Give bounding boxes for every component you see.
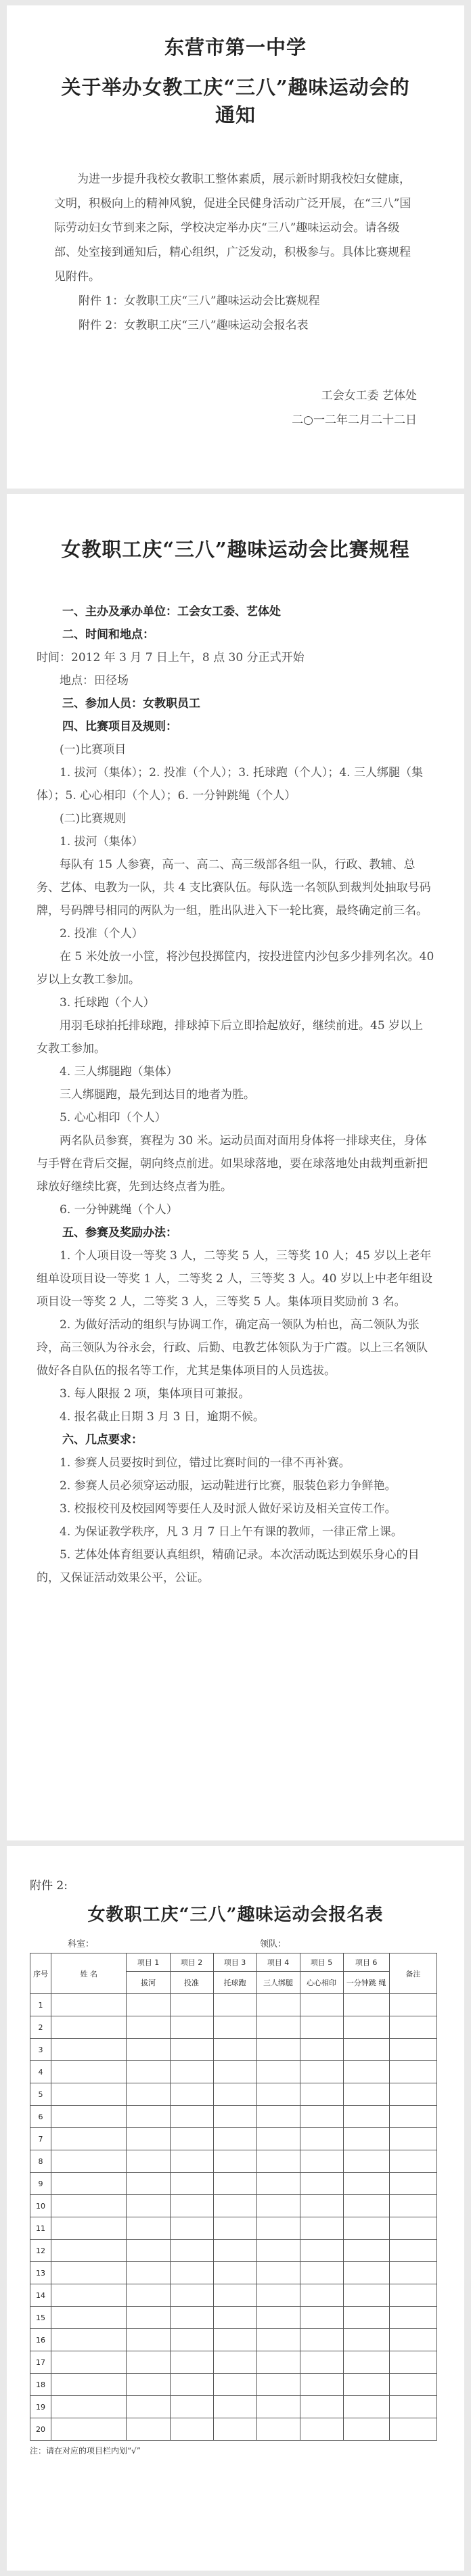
- entry-cell[interactable]: [213, 2329, 256, 2351]
- entry-cell[interactable]: [170, 1994, 213, 2016]
- entry-cell[interactable]: [256, 2284, 300, 2307]
- entry-cell[interactable]: [213, 2061, 256, 2083]
- entry-cell[interactable]: [170, 2083, 213, 2106]
- table-row: [30, 2374, 437, 2396]
- entry-cell[interactable]: [213, 2351, 256, 2374]
- col-header-event: 托球跑: [213, 1972, 256, 1994]
- section-heading: 五、参赛及奖励办法：: [62, 1226, 177, 1240]
- entry-cell[interactable]: [170, 2016, 213, 2039]
- signup-form-page: [7, 1846, 464, 2571]
- section-heading: 六、几点要求：: [62, 1433, 143, 1447]
- entry-cell[interactable]: [213, 2240, 256, 2262]
- entry-cell[interactable]: [170, 2351, 213, 2374]
- entry-cell[interactable]: [300, 2374, 343, 2396]
- entry-cell[interactable]: [256, 1994, 300, 2016]
- entry-cell[interactable]: [256, 2039, 300, 2061]
- entry-cell[interactable]: [170, 2128, 213, 2150]
- entry-cell[interactable]: [170, 2329, 213, 2351]
- row-number: 14: [30, 2284, 51, 2307]
- form-title: 女教职工庆“三八”趣味运动会报名表: [87, 1905, 384, 1925]
- entry-cell[interactable]: [127, 2284, 170, 2307]
- entry-cell[interactable]: [256, 2307, 300, 2329]
- col-header-project: 项目 1: [127, 1953, 170, 1972]
- entry-cell[interactable]: [170, 2396, 213, 2418]
- entry-cell[interactable]: [343, 2418, 389, 2441]
- entry-cell[interactable]: [213, 2016, 256, 2039]
- rule-line: 两名队员参赛，赛程为 30 米。运动员面对面用身体将一排球夹住，身体与手臂在背后交握，朝向终点前进。如果球落地，要在球落地处由裁判重新把球放好继续比赛，先到达终点者为胜。: [37, 1134, 428, 1194]
- table-row: [30, 2173, 437, 2195]
- entry-cell[interactable]: [51, 2039, 127, 2061]
- entry-cell[interactable]: [300, 2418, 343, 2441]
- entry-cell[interactable]: [389, 2396, 436, 2418]
- entry-cell[interactable]: [213, 1994, 256, 2016]
- entry-cell[interactable]: [343, 2374, 389, 2396]
- entry-cell[interactable]: [170, 2418, 213, 2441]
- col-header-event: 三人绑腿: [256, 1972, 300, 1994]
- entry-cell[interactable]: [256, 2173, 300, 2195]
- form-note: 注：请在对应的项目栏内划“√”: [30, 2446, 141, 2456]
- entry-cell[interactable]: [256, 2106, 300, 2128]
- entry-cell[interactable]: [170, 2061, 213, 2083]
- entry-cell[interactable]: [343, 2307, 389, 2329]
- row-number: 18: [30, 2374, 51, 2396]
- entry-cell[interactable]: [389, 2128, 436, 2150]
- entry-cell[interactable]: [256, 2240, 300, 2262]
- entry-cell[interactable]: [389, 2262, 436, 2284]
- entry-cell[interactable]: [300, 2307, 343, 2329]
- table-row: [30, 2307, 437, 2329]
- rule-line: 4. 为保证教学秩序，凡 3 月 7 日上午有课的教师，一律正常上课。: [60, 1525, 403, 1539]
- entry-cell[interactable]: [127, 2217, 170, 2240]
- entry-cell[interactable]: [256, 2217, 300, 2240]
- entry-cell[interactable]: [127, 2173, 170, 2195]
- entry-cell[interactable]: [389, 2173, 436, 2195]
- entry-cell[interactable]: [213, 2128, 256, 2150]
- rule-line: 2. 投准（个人）: [60, 927, 143, 941]
- rule-line: 4. 三人绑腿跑（集体）: [60, 1065, 178, 1079]
- entry-cell[interactable]: [170, 2150, 213, 2173]
- entry-cell[interactable]: [389, 2374, 436, 2396]
- section-heading: 二、时间和地点：: [62, 628, 154, 641]
- entry-cell[interactable]: [170, 2217, 213, 2240]
- entry-cell[interactable]: [170, 2173, 213, 2195]
- entry-cell[interactable]: [51, 2128, 127, 2150]
- row-number: 15: [30, 2307, 51, 2329]
- entry-cell[interactable]: [389, 2150, 436, 2173]
- row-number: 3: [30, 2039, 51, 2061]
- entry-cell[interactable]: [51, 2061, 127, 2083]
- row-number: 5: [30, 2083, 51, 2106]
- rule-line: 2. 为做好活动的组织与协调工作，确定高一领队为柏也，高二领队为张玲，高三领队为谷永会，行政、后勤、电教艺体领队为于广霞。以上三名领队做好各自队伍的报名等工作，尤其是集体项目的人员选拔。: [37, 1318, 428, 1378]
- col-header-event: 一分钟跳 绳: [343, 1972, 389, 1994]
- entry-cell[interactable]: [127, 2240, 170, 2262]
- notice-date: 二○一二年二月二十二日: [292, 413, 417, 427]
- entry-cell[interactable]: [300, 2284, 343, 2307]
- entry-cell[interactable]: [51, 2195, 127, 2217]
- entry-cell[interactable]: [389, 2418, 436, 2441]
- table-row: [30, 2217, 437, 2240]
- entry-cell[interactable]: [213, 2039, 256, 2061]
- entry-cell[interactable]: [256, 2128, 300, 2150]
- col-header-name: 姓 名: [51, 1953, 127, 1994]
- section-heading: 三、参加人员：女教职员工: [62, 697, 200, 710]
- rule-line: 时间：2012 年 3 月 7 日上午，8 点 30 分正式开始: [37, 651, 305, 664]
- col-header-note: 备注: [389, 1953, 436, 1994]
- entry-cell[interactable]: [127, 2061, 170, 2083]
- entry-cell[interactable]: [256, 2195, 300, 2217]
- entry-cell[interactable]: [300, 2217, 343, 2240]
- row-number: 17: [30, 2351, 51, 2374]
- entry-cell[interactable]: [389, 2329, 436, 2351]
- entry-cell[interactable]: [170, 2284, 213, 2307]
- entry-cell[interactable]: [127, 1994, 170, 2016]
- entry-cell[interactable]: [51, 2083, 127, 2106]
- table-row: [30, 2083, 437, 2106]
- row-number: 7: [30, 2128, 51, 2150]
- entry-cell[interactable]: [127, 2262, 170, 2284]
- table-row: [30, 2262, 437, 2284]
- entry-cell[interactable]: [213, 2396, 256, 2418]
- rule-line: 1. 参赛人员要按时到位，错过比赛时间的一律不再补赛。: [60, 1456, 351, 1470]
- entry-cell[interactable]: [213, 2217, 256, 2240]
- entry-cell[interactable]: [343, 2262, 389, 2284]
- row-number: 13: [30, 2262, 51, 2284]
- row-number: 11: [30, 2217, 51, 2240]
- entry-cell[interactable]: [127, 2106, 170, 2128]
- table-row: [30, 2396, 437, 2418]
- entry-cell[interactable]: [213, 2173, 256, 2195]
- entry-cell[interactable]: [343, 2240, 389, 2262]
- entry-cell[interactable]: [343, 2329, 389, 2351]
- entry-cell[interactable]: [300, 2106, 343, 2128]
- entry-cell[interactable]: [343, 2016, 389, 2039]
- entry-cell[interactable]: [170, 2374, 213, 2396]
- table-row: [30, 2195, 437, 2217]
- table-row: [30, 2128, 437, 2150]
- row-number: 1: [30, 1994, 51, 2016]
- entry-cell[interactable]: [389, 2284, 436, 2307]
- entry-cell[interactable]: [343, 2039, 389, 2061]
- entry-cell[interactable]: [300, 2240, 343, 2262]
- col-header-event: 拔河: [127, 1972, 170, 1994]
- entry-cell[interactable]: [343, 2173, 389, 2195]
- entry-cell[interactable]: [51, 2374, 127, 2396]
- attachment-line: 附件 2：女教职工庆“三八”趣味运动会报名表: [78, 319, 309, 332]
- entry-cell[interactable]: [51, 2351, 127, 2374]
- entry-cell[interactable]: [343, 2195, 389, 2217]
- entry-cell[interactable]: [51, 1994, 127, 2016]
- entry-cell[interactable]: [389, 2195, 436, 2217]
- table-row: [30, 2284, 437, 2307]
- rule-line: 2. 参赛人员必须穿运动服，运动鞋进行比赛，服装色彩力争鲜艳。: [60, 1479, 397, 1493]
- rule-line: (二)比赛规则: [60, 812, 127, 826]
- entry-cell[interactable]: [300, 2396, 343, 2418]
- row-number: 10: [30, 2195, 51, 2217]
- rule-line: 地点：田径场: [60, 674, 129, 687]
- rule-line: 3. 托球跑（个人）: [60, 996, 155, 1010]
- entry-cell[interactable]: [300, 2173, 343, 2195]
- entry-cell[interactable]: [127, 2374, 170, 2396]
- entry-cell[interactable]: [51, 2329, 127, 2351]
- entry-cell[interactable]: [213, 2106, 256, 2128]
- entry-cell[interactable]: [256, 2083, 300, 2106]
- entry-cell[interactable]: [300, 2039, 343, 2061]
- entry-cell[interactable]: [170, 2195, 213, 2217]
- rule-line: 4. 报名截止日期 3 月 3 日，逾期不候。: [60, 1410, 265, 1424]
- entry-cell[interactable]: [256, 2150, 300, 2173]
- row-number: 9: [30, 2173, 51, 2195]
- row-number: 6: [30, 2106, 51, 2128]
- row-number: 2: [30, 2016, 51, 2039]
- entry-cell[interactable]: [256, 2374, 300, 2396]
- entry-cell[interactable]: [127, 2195, 170, 2217]
- entry-cell[interactable]: [343, 1994, 389, 2016]
- rule-line: (一)比赛项目: [60, 743, 127, 756]
- entry-cell[interactable]: [343, 2396, 389, 2418]
- section-heading: 一、主办及承办单位：工会女工委、艺体处: [62, 605, 281, 618]
- entry-cell[interactable]: [300, 2128, 343, 2150]
- entry-cell[interactable]: [343, 2217, 389, 2240]
- table-row: [30, 2039, 437, 2061]
- entry-cell[interactable]: [51, 2106, 127, 2128]
- entry-cell[interactable]: [170, 2262, 213, 2284]
- leader-label: 领队：: [260, 1939, 287, 1949]
- entry-cell[interactable]: [51, 2307, 127, 2329]
- entry-cell[interactable]: [51, 2016, 127, 2039]
- rule-line: 在 5 米处放一小筐，将沙包投掷筐内，按投进筐内沙包多少排列名次。40 岁以上女教工参加。: [37, 950, 434, 987]
- entry-cell[interactable]: [389, 2039, 436, 2061]
- entry-cell[interactable]: [343, 2150, 389, 2173]
- entry-cell[interactable]: [256, 2262, 300, 2284]
- rule-line: 1. 拔河（集体）: [60, 835, 143, 849]
- col-header-project: 项目 4: [256, 1953, 300, 1972]
- entry-cell[interactable]: [127, 2128, 170, 2150]
- table-row: [30, 2016, 437, 2039]
- notice-body: 为进一步提升我校女教职工整体素质，展示新时期我校妇女健康，文明，积极向上的精神风貌，促进全民健身活动广泛开展，在“三八”国际劳动妇女节到来之际，学校决定举办庆“三八”趣味运动会。请各级部、处室接到通知后，精心组织，广泛发动，积极参与。具体比赛规程见附件。: [54, 173, 411, 284]
- rule-line: 3. 每人限报 2 项，集体项目可兼报。: [60, 1387, 250, 1401]
- rules-page: [7, 494, 464, 1840]
- entry-cell[interactable]: [389, 2217, 436, 2240]
- entry-cell[interactable]: [343, 2351, 389, 2374]
- entry-cell[interactable]: [51, 2240, 127, 2262]
- entry-cell[interactable]: [170, 2307, 213, 2329]
- rule-line: 用羽毛球拍托排球跑，排球掉下后立即拾起放好，继续前进。45 岁以上女教工参加。: [37, 1019, 424, 1056]
- table-row: [30, 2329, 437, 2351]
- entry-cell[interactable]: [51, 2284, 127, 2307]
- dept-label: 科室：: [68, 1939, 95, 1949]
- entry-cell[interactable]: [300, 2083, 343, 2106]
- entry-cell[interactable]: [170, 2106, 213, 2128]
- entry-cell[interactable]: [51, 2150, 127, 2173]
- row-number: 4: [30, 2061, 51, 2083]
- rule-line: 6. 一分钟跳绳（个人）: [60, 1203, 178, 1217]
- table-row: [30, 2150, 437, 2173]
- rule-line: 1. 个人项目设一等奖 3 人，二等奖 5 人，三等奖 10 人；45 岁以上老年组单设项目设一等奖 1 人，二等奖 2 人，三等奖 3 人。40 岁以上中老年组设项目设一等奖 2 人，二等奖 3 人，三等奖 5 人。集体项目奖励前 3 名。: [37, 1249, 432, 1309]
- entry-cell[interactable]: [213, 2195, 256, 2217]
- entry-cell[interactable]: [213, 2374, 256, 2396]
- notice-page: [7, 5, 464, 489]
- entry-cell[interactable]: [213, 2150, 256, 2173]
- entry-cell[interactable]: [170, 2039, 213, 2061]
- entry-cell[interactable]: [343, 2061, 389, 2083]
- entry-cell[interactable]: [213, 2262, 256, 2284]
- entry-cell[interactable]: [127, 2039, 170, 2061]
- entry-cell[interactable]: [389, 2307, 436, 2329]
- row-number: 16: [30, 2329, 51, 2351]
- entry-cell[interactable]: [256, 2418, 300, 2441]
- entry-cell[interactable]: [256, 2329, 300, 2351]
- entry-cell[interactable]: [127, 2016, 170, 2039]
- entry-cell[interactable]: [256, 2061, 300, 2083]
- table-row: [30, 2061, 437, 2083]
- entry-cell[interactable]: [300, 1994, 343, 2016]
- entry-cell[interactable]: [213, 2418, 256, 2441]
- col-header-project: 项目 6: [343, 1953, 389, 1972]
- entry-cell[interactable]: [343, 2128, 389, 2150]
- row-number: 12: [30, 2240, 51, 2262]
- signer: 工会女工委 艺体处: [321, 389, 417, 403]
- entry-cell[interactable]: [343, 2106, 389, 2128]
- entry-cell[interactable]: [389, 2083, 436, 2106]
- row-number: 19: [30, 2396, 51, 2418]
- rule-line: 5. 心心相印（个人）: [60, 1111, 166, 1125]
- row-number: 8: [30, 2150, 51, 2173]
- col-header-project: 项目 2: [170, 1953, 213, 1972]
- entry-cell[interactable]: [127, 2083, 170, 2106]
- entry-cell[interactable]: [389, 2351, 436, 2374]
- entry-cell[interactable]: [51, 2217, 127, 2240]
- col-header-event: 心心相印: [300, 1972, 343, 1994]
- entry-cell[interactable]: [213, 2083, 256, 2106]
- entry-cell[interactable]: [127, 2351, 170, 2374]
- entry-cell[interactable]: [389, 1994, 436, 2016]
- entry-cell[interactable]: [51, 2396, 127, 2418]
- entry-cell[interactable]: [127, 2329, 170, 2351]
- entry-cell[interactable]: [389, 2061, 436, 2083]
- entry-cell[interactable]: [389, 2106, 436, 2128]
- notice-title: 关于举办女教工庆“三八”趣味运动会的通知: [61, 76, 410, 127]
- attachment-line: 附件 1：女教职工庆“三八”趣味运动会比赛规程: [78, 294, 320, 308]
- entry-cell[interactable]: [51, 2173, 127, 2195]
- entry-cell[interactable]: [300, 2016, 343, 2039]
- entry-cell[interactable]: [256, 2016, 300, 2039]
- rule-line: 1. 拔河（集体）；2. 投准（个人）；3. 托球跑（个人）；4. 三人绑腿（集体）；5. 心心相印（个人）；6. 一分钟跳绳（个人）: [37, 766, 423, 803]
- section-heading: 四、比赛项目及规则：: [62, 720, 177, 733]
- entry-cell[interactable]: [389, 2240, 436, 2262]
- table-row: [30, 2106, 437, 2128]
- table-row: [30, 2240, 437, 2262]
- entry-cell[interactable]: [343, 2083, 389, 2106]
- entry-cell[interactable]: [213, 2307, 256, 2329]
- school-name: 东营市第一中学: [164, 36, 307, 59]
- col-header-project: 项目 5: [300, 1953, 343, 1972]
- entry-cell[interactable]: [300, 2351, 343, 2374]
- entry-cell[interactable]: [213, 2284, 256, 2307]
- attachment-label: 附件 2:: [30, 1879, 68, 1893]
- table-row: [30, 1994, 437, 2016]
- entry-cell[interactable]: [51, 2418, 127, 2441]
- col-header-seq: 序号: [30, 1953, 51, 1994]
- entry-cell[interactable]: [343, 2284, 389, 2307]
- rule-line: 每队有 15 人参赛，高一、高二、高三级部各组一队，行政、教辅、总务、艺体、电教为一队，共 4 支比赛队伍。每队选一名领队到裁判处抽取号码牌，号码牌号相同的两队为一组，胜出队进入下一轮比赛，最终确定前三名。: [37, 858, 431, 918]
- col-header-event: 投准: [170, 1972, 213, 1994]
- entry-cell[interactable]: [127, 2307, 170, 2329]
- entry-cell[interactable]: [389, 2016, 436, 2039]
- signup-table: [30, 1953, 437, 2441]
- entry-cell[interactable]: [51, 2262, 127, 2284]
- rule-line: 5. 艺体处体育组要认真组织，精确记录。本次活动既达到娱乐身心的目的，又保证活动效果公平，公证。: [37, 1548, 420, 1585]
- entry-cell[interactable]: [256, 2351, 300, 2374]
- table-row: [30, 2351, 437, 2374]
- rule-line: 三人绑腿跑，最先到达目的地者为胜。: [60, 1088, 255, 1102]
- rules-title: 女教职工庆“三八”趣味运动会比赛规程: [61, 538, 410, 561]
- entry-cell[interactable]: [300, 2329, 343, 2351]
- entry-cell[interactable]: [127, 2396, 170, 2418]
- rules-body: [37, 600, 434, 1589]
- rule-line: 3. 校报校刊及校园网等要任人及时派人做好采访及相关宣传工作。: [60, 1502, 397, 1516]
- entry-cell[interactable]: [127, 2150, 170, 2173]
- entry-cell[interactable]: [300, 2195, 343, 2217]
- entry-cell[interactable]: [300, 2262, 343, 2284]
- entry-cell[interactable]: [127, 2418, 170, 2441]
- row-number: 20: [30, 2418, 51, 2441]
- entry-cell[interactable]: [256, 2396, 300, 2418]
- table-row: [30, 2418, 437, 2441]
- entry-cell[interactable]: [300, 2150, 343, 2173]
- col-header-project: 项目 3: [213, 1953, 256, 1972]
- form-header: [30, 1937, 441, 1953]
- entry-cell[interactable]: [300, 2061, 343, 2083]
- entry-cell[interactable]: [170, 2240, 213, 2262]
